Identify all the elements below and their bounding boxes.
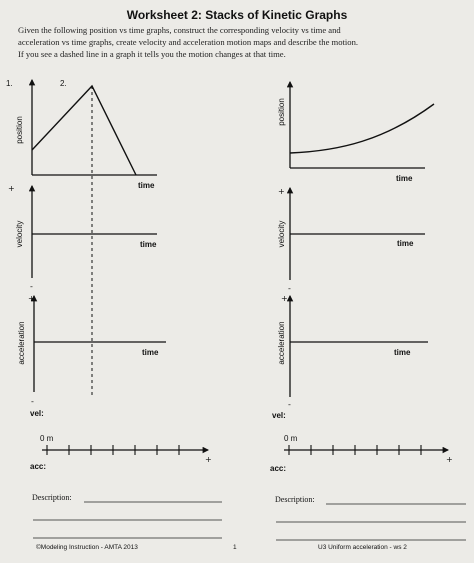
instruction-line: Given the following position vs time graphs, construct the corresponding velocity vs time and [18,25,341,35]
plus-sign: + [8,184,15,193]
time-axis-label: time [138,181,155,190]
velocity-graph-2 [277,187,425,293]
position-graph-1 [15,80,157,190]
acceleration-axis-label: acceleration [277,321,286,365]
description-area-2[interactable] [275,495,466,540]
time-axis-label: time [397,239,414,248]
time-axis-label: time [394,348,411,357]
footer-page-number: 1 [233,544,237,551]
time-axis-label: time [396,174,413,183]
vel-label: vel: [272,411,286,420]
position-curve [290,104,434,153]
problem-number-2: 2. [60,79,67,88]
zero-position-label: 0 m [284,434,298,443]
time-axis-label: time [140,240,157,249]
zero-position-label: 0 m [40,434,54,443]
position-line [32,86,136,175]
minus-sign: - [30,282,33,291]
velocity-axis-label: velocity [277,220,286,248]
vel-label: vel: [30,409,44,418]
plus-sign: + [281,294,288,303]
acceleration-axis-label: acceleration [17,321,26,365]
time-axis-label: time [142,348,159,357]
footer-unit: U3 Uniform acceleration - ws 2 [318,544,407,551]
acceleration-graph-2 [277,294,428,409]
minus-sign: - [288,284,291,293]
velocity-axis-label: velocity [15,220,24,248]
plus-sign: + [278,187,285,196]
description-area-1[interactable] [32,493,222,538]
motion-map-1 [30,409,212,471]
footer-credit: ©Modeling Instruction - AMTA 2013 [36,544,138,551]
acc-label: acc: [30,462,47,471]
position-axis-label: position [15,116,24,144]
velocity-graph-1 [8,184,157,291]
plus-sign: + [28,294,35,303]
motion-map-2 [270,411,453,473]
problem-number-1: 1. [6,79,13,88]
description-label: Description: [32,493,72,502]
position-axis-label: position [277,98,286,126]
position-graph-2 [277,82,434,183]
description-label: Description: [275,495,315,504]
plus-sign: + [446,455,453,464]
acc-label: acc: [270,464,287,473]
instruction-line: acceleration vs time graphs, create velocity and acceleration motion maps and describe the motion. [18,37,359,47]
worksheet-title: Worksheet 2: Stacks of Kinetic Graphs [126,8,348,22]
minus-sign: - [31,397,34,406]
plus-sign: + [205,455,212,464]
instruction-line: If you see a dashed line in a graph it tells you the motion changes at that time. [18,49,286,59]
minus-sign: - [288,400,291,409]
